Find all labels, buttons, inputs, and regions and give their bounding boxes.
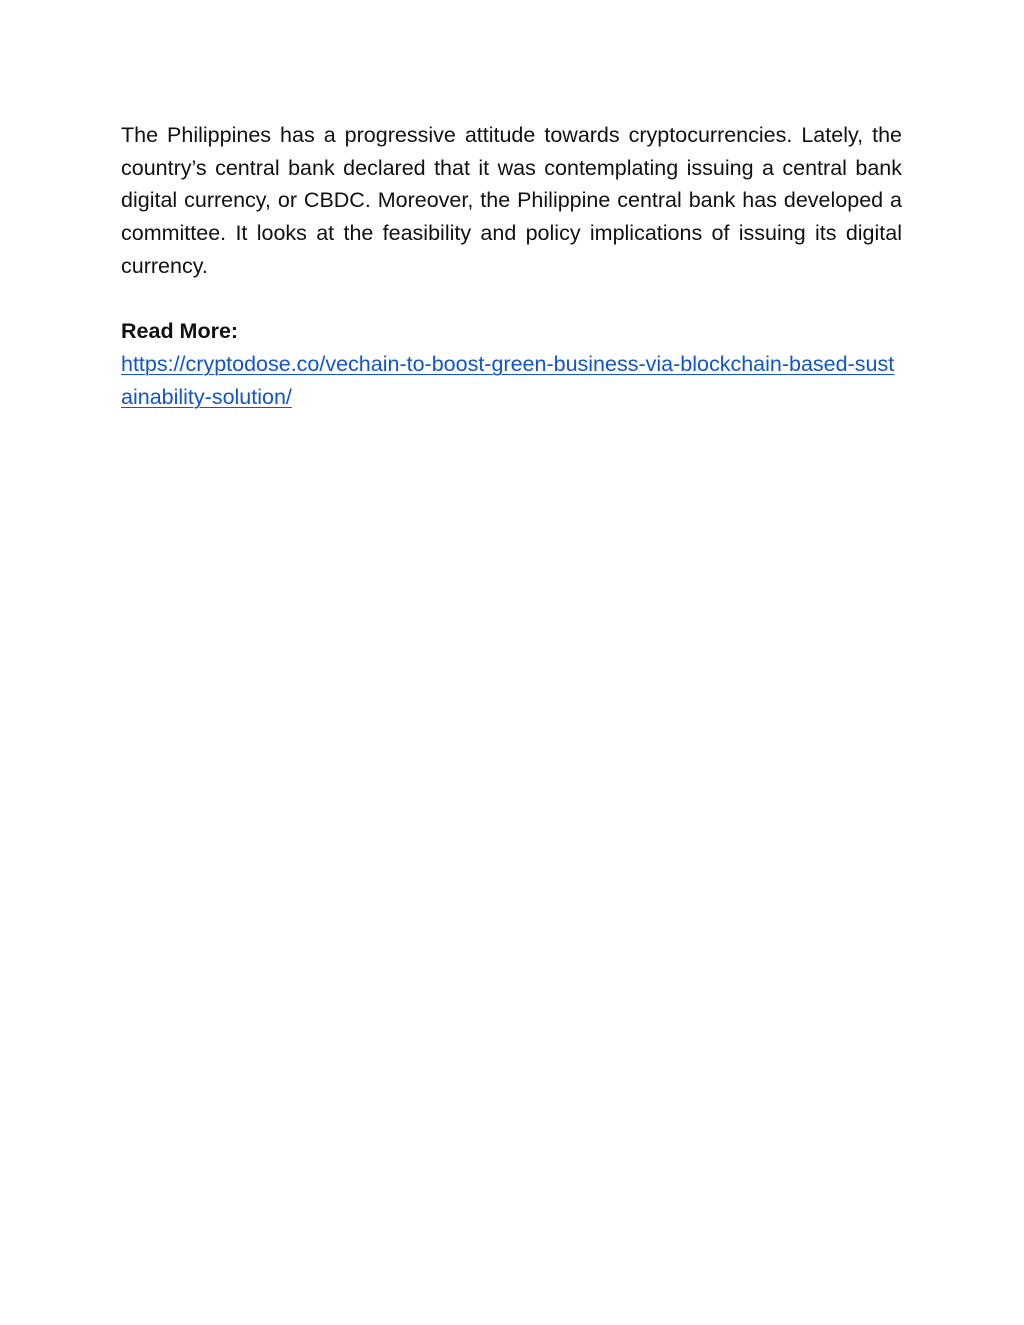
paragraph-spacer (121, 283, 902, 316)
read-more-label: Read More: (121, 319, 239, 344)
read-more-link[interactable]: https://cryptodose.co/vechain-to-boost-green-business-via-blockchain-based-sustainability-solution/ (121, 351, 895, 409)
document-content (121, 119, 902, 413)
body-paragraph: The Philippines has a progressive attitude towards cryptocurrencies. Lately, the country’s central bank declared that it was contemplating issuing a central bank digital currency, or CBDC. Moreover, the Philippine central bank has developed a committee. It looks at the feasibility and policy implications of issuing its digital currency. (121, 123, 902, 278)
